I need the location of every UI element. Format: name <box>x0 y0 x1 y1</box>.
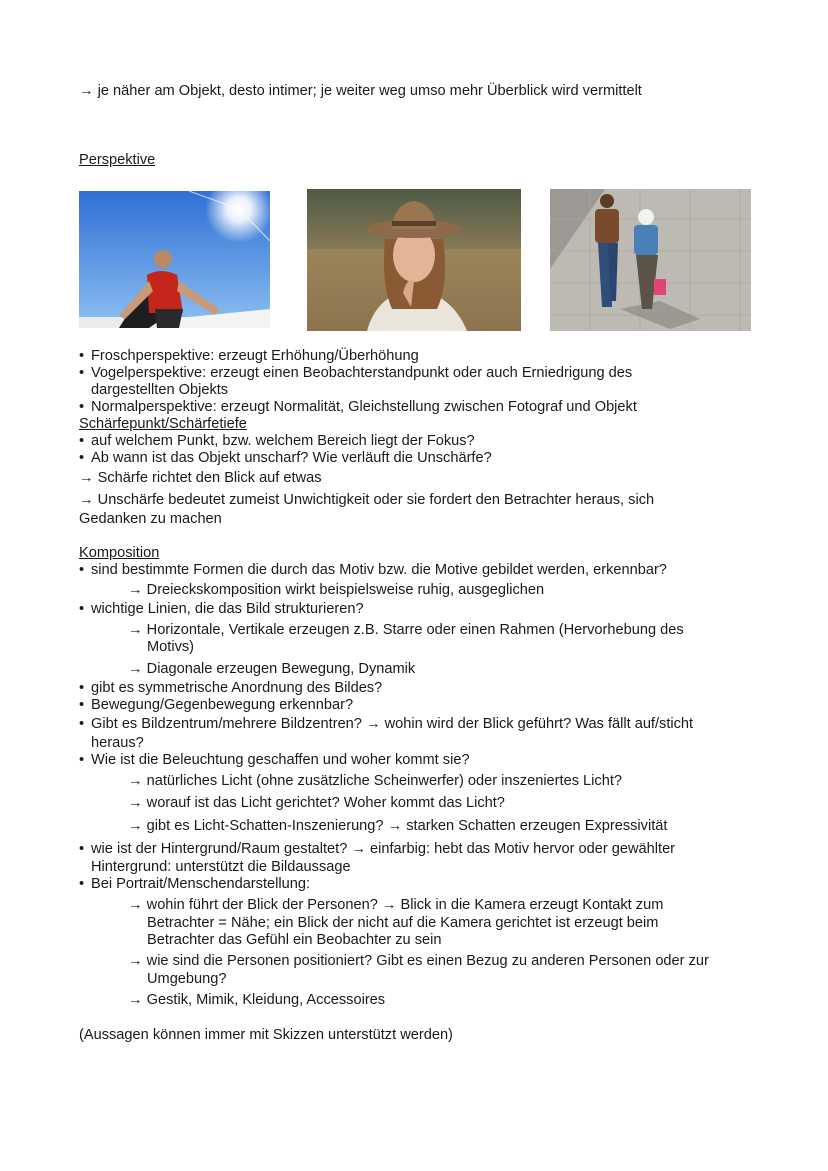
bullet: • <box>79 433 85 449</box>
list-item-continuation: heraus? <box>91 735 144 751</box>
bullet: • <box>79 680 85 696</box>
list-item: Wie ist die Beleuchtung geschaffen und woher kommt sie? <box>91 752 470 768</box>
list-item-continuation: dargestellten Objekts <box>91 382 229 398</box>
bullet: • <box>79 348 85 364</box>
list-item: Ab wann ist das Objekt unscharf? Wie verläuft die Unschärfe? <box>91 450 492 466</box>
sub-item: → Dreieckskomposition wirkt beispielsweise ruhig, ausgeglichen <box>128 582 545 598</box>
list-item-continuation: Hintergrund: unterstützt die Bildaussage <box>91 859 351 875</box>
heading-perspektive: Perspektive <box>79 152 156 168</box>
sub-item-continuation: Motivs) <box>147 639 195 655</box>
bullet: • <box>79 601 85 617</box>
list-item: wie ist der Hintergrund/Raum gestaltet? → einfarbig: hebt das Motiv hervor oder gewählter <box>91 841 676 857</box>
sub-item-continuation: Betrachter = Nähe; ein Blick der nicht auf die Kamera gerichtet ist erzeugt beim <box>147 915 659 931</box>
sub-item: → gibt es Licht-Schatten-Inszenierung? → starken Schatten erzeugen Expressivität <box>128 818 668 834</box>
heading-komposition: Komposition <box>79 545 160 561</box>
list-item: Normalperspektive: erzeugt Normalität, Gleichstellung zwischen Fotograf und Objekt <box>91 399 637 415</box>
bullet: • <box>79 716 85 732</box>
sub-item-continuation: Umgebung? <box>147 971 227 987</box>
bullet: • <box>79 562 85 578</box>
list-item: Bewegung/Gegenbewegung erkennbar? <box>91 697 354 713</box>
bullet: • <box>79 697 85 713</box>
list-item: Bei Portrait/Menschendarstellung: <box>91 876 311 892</box>
sub-item: → Gestik, Mimik, Kleidung, Accessoires <box>128 992 386 1008</box>
photo-vogelperspektive <box>550 189 751 331</box>
list-item: Froschperspektive: erzeugt Erhöhung/Überhöhung <box>91 348 419 364</box>
sub-item: → wie sind die Personen positioniert? Gibt es einen Bezug zu anderen Personen oder zur <box>128 953 709 969</box>
sub-item: → Diagonale erzeugen Bewegung, Dynamik <box>128 661 416 677</box>
bullet: • <box>79 399 85 415</box>
bullet: • <box>79 841 85 857</box>
sub-item: → worauf ist das Licht gerichtet? Woher kommt das Licht? <box>128 795 505 811</box>
sub-item: → wohin führt der Blick der Personen? → Blick in die Kamera erzeugt Kontakt zum <box>128 897 664 913</box>
heading-schaerfe: Schärfepunkt/Schärfetiefe <box>79 416 247 432</box>
list-item: Gibt es Bildzentrum/mehrere Bildzentren? → wohin wird der Blick geführt? Was fällt auf/sticht <box>91 716 694 732</box>
intro-line: → je näher am Objekt, desto intimer; je weiter weg umso mehr Überblick wird vermittelt <box>79 83 642 99</box>
arrow-line: → Unschärfe bedeutet zumeist Unwichtigkeit oder sie fordert den Betrachter heraus, sich <box>79 492 655 508</box>
sub-item: → natürliches Licht (ohne zusätzliche Scheinwerfer) oder inszeniertes Licht? <box>128 773 622 789</box>
bullet: • <box>79 752 85 768</box>
sub-item: → Horizontale, Vertikale erzeugen z.B. Starre oder einen Rahmen (Hervorhebung des <box>128 622 684 638</box>
sub-item-continuation: Betrachter das Gefühl ein Beobachter zu sein <box>147 932 442 948</box>
arrow-line-continuation: Gedanken zu machen <box>79 511 222 527</box>
bullet: • <box>79 450 85 466</box>
arrow-line: → Schärfe richtet den Blick auf etwas <box>79 470 322 486</box>
list-item: sind bestimmte Formen die durch das Motiv bzw. die Motive gebildet werden, erkennbar? <box>91 562 667 578</box>
list-item: Vogelperspektive: erzeugt einen Beobachterstandpunkt oder auch Erniedrigung des <box>91 365 633 381</box>
photo-normalperspektive <box>307 189 521 331</box>
photo-froschperspektive <box>79 191 270 328</box>
bullet: • <box>79 876 85 892</box>
list-item: gibt es symmetrische Anordnung des Bildes? <box>91 680 383 696</box>
list-item: auf welchem Punkt, bzw. welchem Bereich liegt der Fokus? <box>91 433 475 449</box>
bullet: • <box>79 365 85 381</box>
footer-note: (Aussagen können immer mit Skizzen unterstützt werden) <box>79 1027 453 1043</box>
list-item: wichtige Linien, die das Bild strukturieren? <box>91 601 364 617</box>
